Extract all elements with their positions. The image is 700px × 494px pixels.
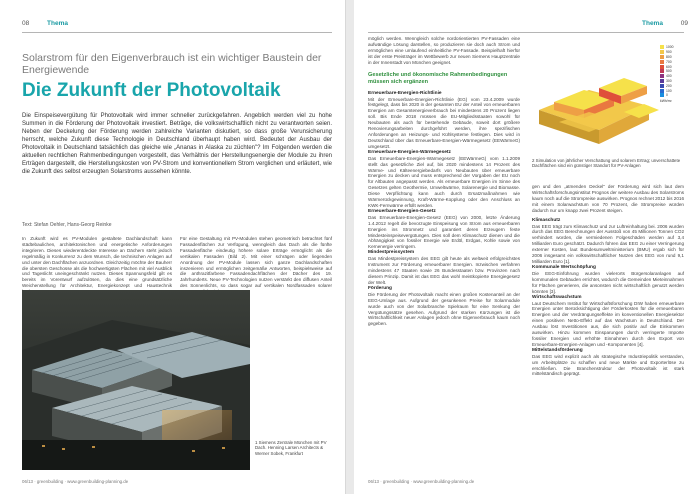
legend-label: 200 bbox=[666, 83, 672, 88]
column-2-sections bbox=[532, 218, 684, 378]
right-header-rule bbox=[368, 32, 684, 33]
right-page bbox=[354, 0, 700, 494]
legend-label: 400 bbox=[666, 74, 672, 79]
left-page bbox=[0, 0, 346, 494]
left-section-label: Thema bbox=[47, 20, 68, 27]
right-footer: 06/13 · greenbuilding · www.greenbuilding-planning.de bbox=[368, 479, 475, 484]
subsection-text: Das Erneuerbare-Energien-Gesetz (EEG) von 2000, letzte Änderung 1.4.2012 regelt die bevorzugte Einspeisung von Strom aus erneuerbaren Energien ins Stromnetz und garantiert deren Erzeugern feste Mindesteinspeisevergütungen. Dies soll dem Klimaschutz dienen und die Abhängigkeit von fossiler Energie wie Erdöl, Erdgas, Kohle sowie von Kernenergie verringern. bbox=[368, 214, 520, 250]
legend-label: 100 bbox=[666, 88, 672, 93]
subsection bbox=[532, 295, 684, 348]
legend-swatch bbox=[660, 50, 664, 54]
legend-swatch bbox=[660, 84, 664, 88]
legend-label: 0 bbox=[666, 93, 668, 98]
subsection-text: Das EEG trägt zum Klimaschutz und zur Luftreinhaltung bei. 2006 wurden durch das EEG Berechnungen der Ausstoß von 45 Millionen Tonnen CO2 verhindert worden, die vermiedenen Folgeschäden werden auf 3,4 Milliarden Euro geschätzt. Dadurch führen das EEG zu einer Verringerung externer Kosten, laut Bundesumweltministerium (BMU) ergab sich für 2006 insgesamt ein volkswirtschaftlicher Nutzen des EEG von rund 9,1 Milliarden Euro [1]. bbox=[532, 223, 684, 264]
column-1-sections bbox=[368, 91, 520, 328]
right-page-number: 09 bbox=[680, 20, 688, 27]
chart-legend bbox=[660, 45, 684, 103]
legend-swatch bbox=[660, 93, 664, 97]
legend-unit: kWh/m² bbox=[660, 98, 672, 103]
right-page-header bbox=[642, 20, 688, 27]
legend-swatch bbox=[660, 69, 664, 73]
left-footer: 06/13 · greenbuilding · www.greenbuilding-planning.de bbox=[22, 479, 129, 484]
subsection-text: Mit der Erneuerbare-Energien-Richtlinie (EG) vom 23.4.2009 wurde festgelegt, dass bis 2020 in der gesamten EU der Anteil von erneuerbaren Energien am Gesamtenergieverbrauch bei mindestens 20 Prozent liegen soll. Bis Ende 2018 müssen die EU-Mitgliedsstaaten sowohl für Neubauten als auch für bestehende Gebäude, soweit dort größere Renovierungsarbeiten durchgeführt werden, ihre spezifischen Anforderungen an Heizungs- und Kühlsysteme festlegen. Dies wird in Deutschland über das Erneuerbare-Energien-Wärmegesetz (EEWärmeG) umgesetzt. bbox=[368, 96, 520, 149]
subsection bbox=[368, 209, 520, 250]
subsection-heading: Klimaschutz bbox=[532, 217, 561, 223]
subsection bbox=[368, 150, 520, 209]
subsection-heading: Mittelstandsförderung bbox=[532, 347, 583, 353]
subsection bbox=[532, 218, 684, 265]
author-credit: Text: Stefan Oehler, Hans-Georg Reinke bbox=[22, 222, 112, 228]
legend-label: 900 bbox=[666, 50, 672, 55]
subsection-text: Das Erneuerbare-Energien-Wärmegesetz (EEWärmeG) vom 1.1.2009 stellt das gesetzliche Ziel auf, bis 2020 mindestens 14 Prozent des Wärme- und Kälteenergiebedarfs von Neubauten über erneuerbare Energien zu decken und muss entsprechend der Vorgaben der EU noch für Altbauten angepasst werden. Als erneuerbare Energien im Sinne des Gesetzes gelten Geothermie, Umweltwärme, Solarenergie und Biomasse. Diese Verpflichtung kann auch durch Ersatzmaßnahmen wie Wärmerückgewinnung, Kraft-Wärme-Kopplung oder den Anschluss an KWK-Fernwärme erfüllt werden. bbox=[368, 155, 520, 208]
article-title: Die Zukunft der Photovoltaik bbox=[22, 80, 281, 101]
legend-label: 300 bbox=[666, 78, 672, 83]
left-page-number: 08 bbox=[22, 20, 30, 27]
subsection-heading: Erneuerbare-Energien-Wärmegesetz bbox=[368, 149, 451, 155]
subsection-heading: Förderung bbox=[368, 285, 392, 291]
subsection bbox=[532, 265, 684, 295]
subsection bbox=[532, 348, 684, 378]
legend-swatch bbox=[660, 60, 664, 64]
left-body-column-2: Für eine Gestaltung mit PV-Modulen stehen geometrisch betrachtet fünf Fassadenflächen zur Verfügung, wenngleich das Dach als die fünfte Fassadenfläche eindeutig höhere solare Erträge ermöglicht als die vertikalen Fassaden (Bild 2). Mit einer schrägen oder liegenden Anordnung der PV-Module lassen sich ganze Dachlandschaften inszenieren und ermöglichen zeitgemäße Antworten, beispielsweise auf die anthrazitfarbene Fassadendachflächen der Dächer des 19. Jahrhunderts. Neue PV-Technologien nutzen verstärkt den diffusen Anteil des Sonnenlichts, so dass sogar auf vertikalen Nordfassaden solarer bbox=[180, 236, 332, 289]
legend-label: 700 bbox=[666, 59, 672, 64]
legend-swatch bbox=[660, 79, 664, 83]
right-section-label: Thema bbox=[642, 20, 663, 27]
subsection bbox=[368, 286, 520, 327]
column-2-intro: gen und den „atmenden Deckel" der Förderung wird sich laut dem Wirtschaftsforschungsinstitut Prognos der weitere Ausbau des Solarstroms kaum noch auf die Strompreise auswirken. Prognos rechnet 2012 bis 2016 mit einem Solarwachstum von 70 Prozent, die Strompreise würden dadurch nur um knapp zwei Prozent steigen. bbox=[532, 184, 684, 213]
legend-swatch bbox=[660, 45, 664, 49]
article-lead: Die Einspeisevergütung für Photovoltaik wird immer schneller zurückgefahren. Angeblich werden viel zu hohe Summen in die Förderung der Photovoltaik investiert. Beträge, die volkswirtschaftlich nicht zu verantworten seien. Neben der Deckelung der Förderung werden zahlreiche Varianten diskutiert, so dass große Verunsicherung herrscht, welche Zukunft diese Technologie in Deutschland überhaupt haben wird. Bedeutet der Ausbau der Photovoltaik in Deutschland tatsächlich das gleiche wie „Ananas in Alaska zu züchten"? Im Folgenden werden die aktuellen rechtlichen Rahmenbedingungen vorgestellt, das Verhältnis der Herstellungsenergie der Module zu ihren Erträgen dargestellt, die Herstellungskosten von PV-Strom und konventionellem Strom verglichen und erläutert, wie die Zukunft des selbst erzeugten Solarstroms aussehen könnte. bbox=[22, 113, 332, 175]
subsection bbox=[368, 91, 520, 150]
subsection-heading: Wirtschaftswachstum bbox=[532, 294, 582, 300]
left-page-header bbox=[22, 20, 68, 27]
subsection bbox=[368, 250, 520, 286]
left-body-column-1: In Zukunft wird es PV-Modulen gestaltete Dachlandschaft kann städtebaulichen, architektonischen und energetische Anforderungen integrieren. Dieses wiederentdeckte Interesse an Dächern steht jedoch regelmäßig in Konkurrenz zu dem Wunsch, die technischen Anlagen auf und unter den Dachflächen anzuordnen. Gleichzeitig möchte der Bauherr die obersten Geschosse als die hochwertigsten Flächen mit viel Ausblick und Tageslicht uneingeschränkt nutzen. Dieses Spannungsfeld gilt es bereits im Vorentwurf aufzulösen, da dies eine grundsätzliche Weichenstellung für Architektur, Energiekonzept und Haustechnik bbox=[22, 236, 172, 289]
section-heading: Gesetzliche und ökonomische Rahmenbedingungen müssen sich ergänzen bbox=[368, 71, 508, 85]
legend-item bbox=[660, 93, 684, 98]
article-subtitle: Solarstrom für den Eigenverbrauch ist ein wichtiger Baustein der Energiewende bbox=[22, 52, 322, 76]
legend-label: 1000 bbox=[666, 45, 674, 50]
legend-label: 800 bbox=[666, 54, 672, 59]
subsection-text: Das EEG wird explizit auch als strategische Industriepolitik verstanden, um Arbeitsplätze zu schaffen und neue Märkte und Exporterlöse zu erschließen. Die Branchenstruktur der Photovoltaik ist stark mittelständisch geprägt. bbox=[532, 353, 684, 377]
right-column-2 bbox=[532, 184, 684, 377]
legend-label: 500 bbox=[666, 69, 672, 74]
subsection-heading: Erneuerbare-Energien-Gesetz bbox=[368, 208, 436, 214]
subsection-heading: Erneuerbare-Energien-Richtlinie bbox=[368, 90, 442, 96]
column-1-intro: möglich werden. Wenngleich solche nordorientierten PV-Fassaden eine aufwändige Lösung darstellen, so produzieren sie doch auch Strom und ermöglichen eine umlaufend einheitliche PV-Fassade. Beispielhaft hierfür ist der erste Preisträger im Wettbewerb zur neuen Siemens Hauptzentrale in der Innenstadt von München geeignet. bbox=[368, 36, 520, 65]
subsection-heading: Kommunale Wertschöpfung bbox=[532, 264, 596, 270]
subsection-text: Laut Deutschem Institut für Wirtschaftsforschung DIW haben erneuerbare Energien unter Berücksichtigung der Förderkosten für die erneuerbaren Energien und der Verdrängungseffekte im konventionellen Energiesektor einen positiven Netto-Effekt auf das Wachstum in Deutschland. Der Ausbau löst Investitionen aus, die sich positiv auf die Einkommen auswirken. Hinzu kommen Einsparungen durch verringerte Importe fossiler Energien und erhöhte Einnahmen durch den Export von Erneuerbare-Energien-Anlagen und -Komponenten [4]. bbox=[532, 300, 684, 347]
right-column-1 bbox=[368, 36, 520, 327]
photo-caption: 1 Siemens Zentrale München mit PV Dach. Henning Larsen Architects & Werner Sobek, Frankfurt bbox=[255, 440, 327, 456]
legend-swatch bbox=[660, 89, 664, 93]
legend-swatch bbox=[660, 55, 664, 59]
subsection-text: Die EEG-Einführung wurden vielerorts Bürgersolaranlagen auf kommunalen Gebäuden errichtet, wodurch die Gemeinden Mieteinnahmen für Flächen generieren, die ansonsten nicht wirtschaftlich genutzt werden könnten [3]. bbox=[532, 270, 684, 294]
left-header-rule bbox=[22, 32, 332, 33]
subsection-text: Die Förderung der Photovoltaik macht einen großen Kostenanteil an der EEG-Umlage aus. Aufgrund der gesunkenen Preise für Solarmodule wurde auch von der Solarbranche Spielraum für eine Senkung der Vergütungssätze gesehen. Aufgrund der starken Kürzungen ist die Wirtschaftlichkeit neuer Anlagen jedoch ohne Eigenverbrauch kaum noch gegeben. bbox=[368, 291, 520, 327]
spread-gutter bbox=[346, 0, 354, 494]
legend-label: 600 bbox=[666, 64, 672, 69]
subsection-text: Das Mindestpreissystem des EEG gilt heute als weltweit erfolgreichstes Instrument zur Förderung erneuerbarer Energien. Inzwischen verfahren mindestens 47 Staaten sowie 26 Bundesstaaten bzw. Provinzen nach diesem Prinzip. Damit ist das EEG das wohl meistkopierte Energiegesetz der Welt. bbox=[368, 256, 520, 285]
building-photo bbox=[22, 290, 250, 470]
legend-swatch bbox=[660, 65, 664, 69]
figure-caption: 2 Simulation von jährlicher Verschattung und solarem Ertrag; unverschattete Dachflächen sind ein günstiger Standort für PV-Anlagen bbox=[532, 158, 681, 169]
subsection-heading: Mindestpreissystem bbox=[368, 250, 415, 256]
legend-swatch bbox=[660, 74, 664, 78]
